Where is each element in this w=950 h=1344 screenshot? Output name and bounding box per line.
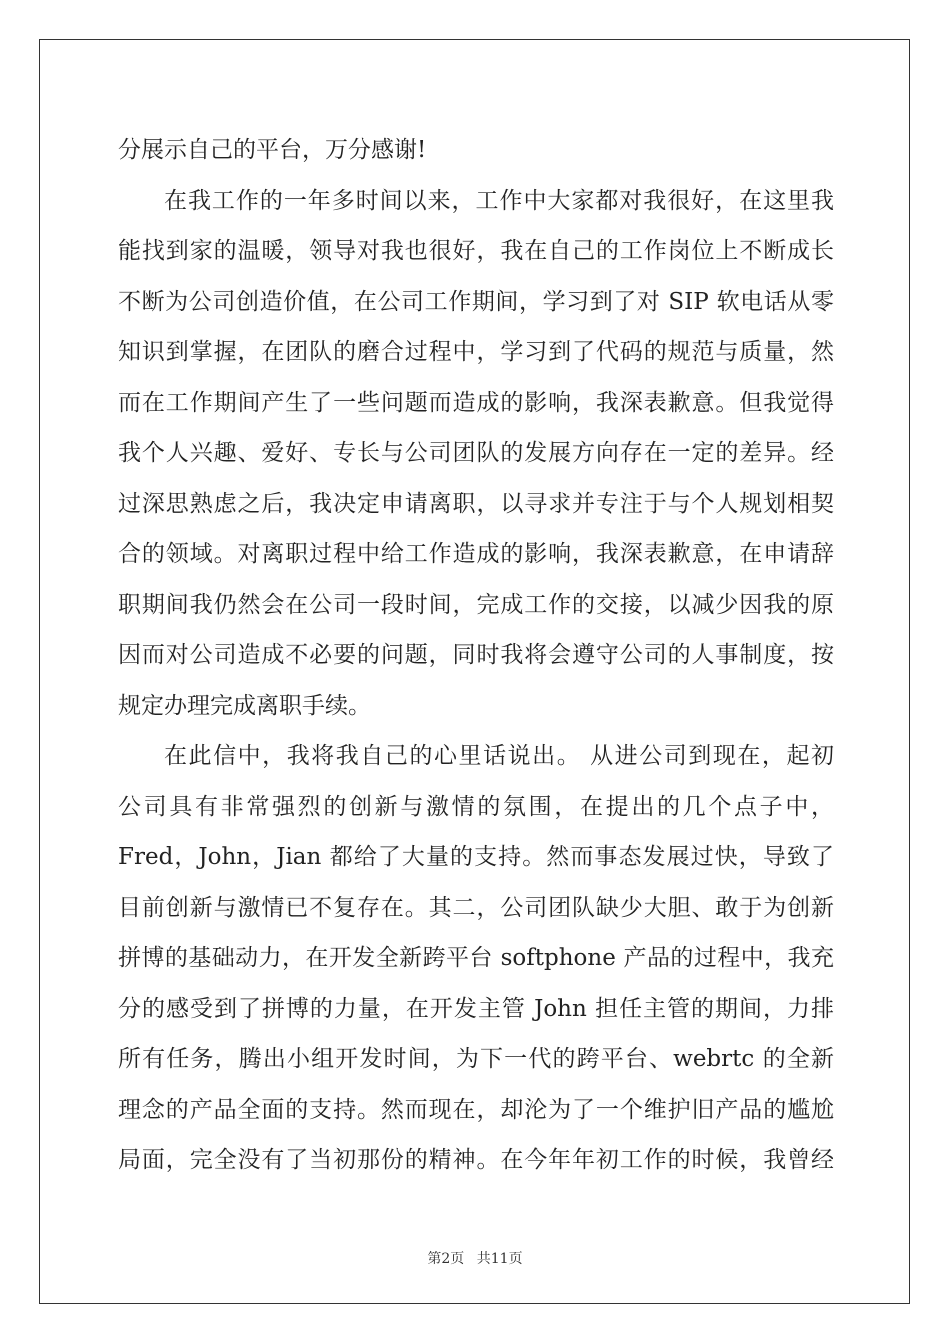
text-line: 职期间我仍然会在公司一段时间，完成工作的交接，以减少因我的原 xyxy=(118,591,834,618)
page-number: 第2页 xyxy=(427,1251,465,1267)
text-line: 局面，完全没有了当初那份的精神。在今年年初工作的时候，我曾经 xyxy=(118,1147,834,1173)
document-body xyxy=(118,125,834,1186)
text-line: 不断为公司创造价值，在公司工作期间，学习到了对 SIP 软电话从零 xyxy=(118,288,834,315)
text-line: 合的领域。对离职过程中给工作造成的影响，我深表歉意，在申请辞 xyxy=(118,541,834,567)
text-line: 在此信中，我将我自己的心里话说出。 从进公司到现在，起初 xyxy=(164,743,834,769)
page-footer xyxy=(0,1248,950,1268)
text-line: 分展示自己的平台，万分感谢! xyxy=(118,137,427,163)
text-line: 因而对公司造成不必要的问题，同时我将会遵守公司的人事制度，按 xyxy=(118,642,834,668)
text-line: 知识到掌握，在团队的磨合过程中，学习到了代码的规范与质量，然 xyxy=(118,339,834,365)
page-total: 共11页 xyxy=(476,1251,523,1267)
text-line: 能找到家的温暖，领导对我也很好，我在自己的工作岗位上不断成长 xyxy=(118,238,834,264)
text-line: 我个人兴趣、爱好、专长与公司团队的发展方向存在一定的差异。经 xyxy=(118,440,834,466)
text-line: 在我工作的一年多时间以来，工作中大家都对我很好，在这里我 xyxy=(164,187,834,214)
text-line: 拼博的基础动力，在开发全新跨平台 softphone 产品的过程中，我充 xyxy=(118,945,834,971)
text-line: 规定办理完成离职手续。 xyxy=(118,692,371,719)
text-line: 过深思熟虑之后，我决定申请离职，以寻求并专注于与个人规划相契 xyxy=(118,490,834,517)
text-line: 分的感受到了拼博的力量，在开发主管 John 担任主管的期间，力排 xyxy=(118,995,834,1022)
text-line: 而在工作期间产生了一些问题而造成的影响，我深表歉意。但我觉得 xyxy=(118,389,834,416)
text-line: 所有任务，腾出小组开发时间，为下一代的跨平台、webrtc 的全新 xyxy=(118,1046,834,1072)
text-line: 公司具有非常强烈的创新与激情的氛围，在提出的几个点子中， xyxy=(118,793,834,820)
text-line: 目前创新与激情已不复存在。其二，公司团队缺少大胆、敢于为创新 xyxy=(118,894,834,921)
text-line: Fred，John，Jian 都给了大量的支持。然而事态发展过快，导致了 xyxy=(118,844,834,870)
text-line: 理念的产品全面的支持。然而现在，却沦为了一个维护旧产品的尴尬 xyxy=(118,1096,834,1123)
